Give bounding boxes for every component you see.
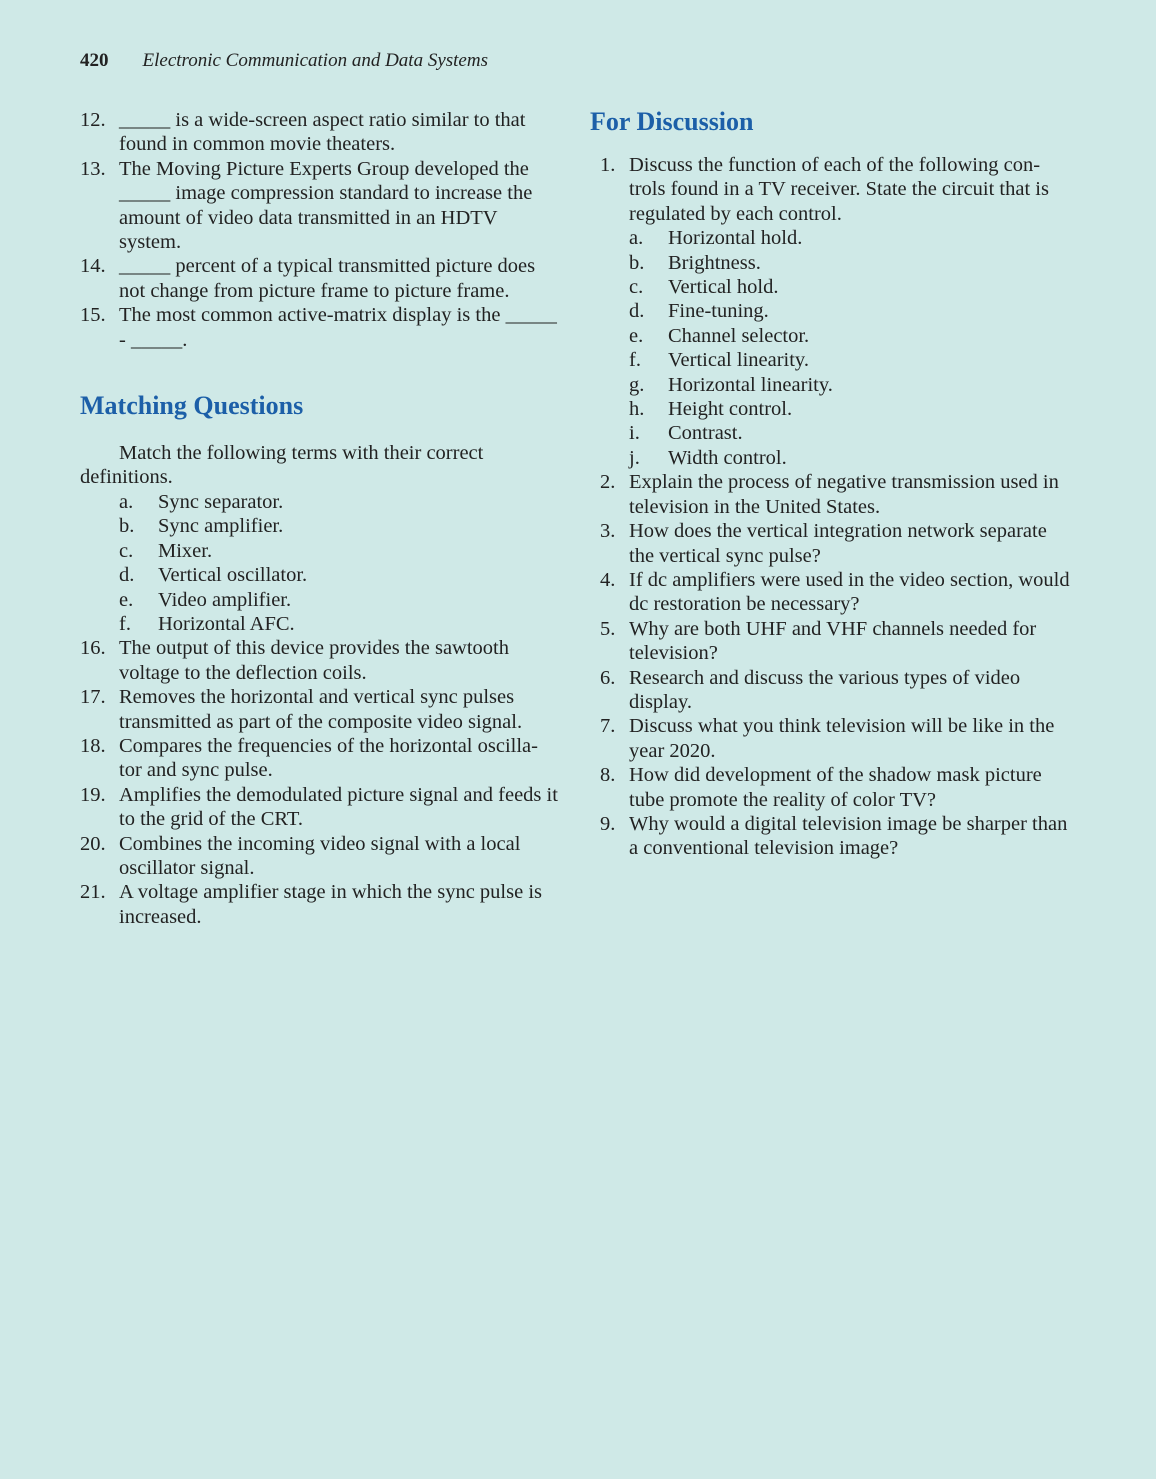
list-item: 8. How did development of the shadow mask picture tube promote the reality of color TV? xyxy=(600,764,1042,811)
list-item: 13. The Moving Picture Experts Group developed the _____ image compression standard to increase the amount of video data transmitted in an HDTV system. xyxy=(80,157,533,254)
list-item: 21. A voltage amplifier stage in which the sync pulse is increased. xyxy=(80,881,543,928)
sub-item: i. Contrast. xyxy=(629,422,743,445)
matching-intro: Match the following terms with their correct definitions. xyxy=(80,442,484,489)
page-number: 420 xyxy=(80,50,109,71)
sub-item: d. Fine-tuning. xyxy=(629,300,769,323)
sub-item: a. Horizontal hold. xyxy=(629,227,803,250)
term-item: c. Mixer. xyxy=(119,539,213,562)
list-item: 7. Discuss what you think television will be like in the year 2020. xyxy=(600,715,1055,762)
right-column xyxy=(590,106,1070,861)
sub-item: h. Height control. xyxy=(629,398,793,421)
list-item: 1. Discuss the function of each of the following con-trols found in a TV receiver. State the circuit that is regulated by each control. xyxy=(600,154,1049,225)
term-item: f. Horizontal AFC. xyxy=(119,612,295,635)
sub-item: g. Horizontal linearity. xyxy=(629,373,833,396)
list-item: 16. The output of this device provides the sawtooth voltage to the deflection coils. xyxy=(80,637,509,684)
list-item: 6. Research and discuss the various types of video display. xyxy=(600,666,1021,713)
list-item: 18. Compares the frequencies of the horizontal oscilla-tor and sync pulse. xyxy=(80,734,538,782)
page-header xyxy=(80,50,488,72)
sub-item: c. Vertical hold. xyxy=(629,276,779,299)
list-item: 5. Why are both UHF and VHF channels needed for television? xyxy=(600,617,1037,665)
sub-item: b. Brightness. xyxy=(629,251,761,274)
list-item: 4. If dc amplifiers were used in the video section, would dc restoration be necessary? xyxy=(600,568,1070,616)
term-item: a. Sync separator. xyxy=(119,490,284,513)
sub-item: e. Channel selector. xyxy=(629,324,810,347)
matching-heading: Matching Questions xyxy=(80,391,304,421)
running-title: Electronic Communication and Data Systems xyxy=(142,50,488,71)
list-item: 19. Amplifies the demodulated picture signal and feeds it to the grid of the CRT. xyxy=(80,783,558,831)
list-item: 9. Why would a digital television image be sharper than a conventional television image? xyxy=(600,812,1068,860)
left-column xyxy=(80,108,558,929)
term-item: e. Video amplifier. xyxy=(119,588,292,611)
term-item: d. Vertical oscillator. xyxy=(119,564,308,587)
discussion-heading: For Discussion xyxy=(590,107,754,136)
list-item: 2. Explain the process of negative transmission used in television in the United States. xyxy=(600,471,1059,518)
list-item: 15. The most common active-matrix display is the _____ - _____. xyxy=(80,304,557,351)
term-item: b. Sync amplifier. xyxy=(119,515,284,538)
list-item: 20. Combines the incoming video signal with a local oscillator signal. xyxy=(80,832,521,879)
sub-item: j. Width control. xyxy=(629,446,787,469)
list-item: 14. _____ percent of a typical transmitted picture does not change from picture frame to picture frame. xyxy=(80,255,536,302)
sub-item: f. Vertical linearity. xyxy=(629,349,809,372)
list-item: 3. How does the vertical integration network separate the vertical sync pulse? xyxy=(600,520,1047,567)
list-item: 12. _____ is a wide-screen aspect ratio similar to that found in common movie theaters. xyxy=(80,109,526,156)
list-item: 17. Removes the horizontal and vertical sync pulses transmitted as part of the composite video signal. xyxy=(80,686,523,733)
